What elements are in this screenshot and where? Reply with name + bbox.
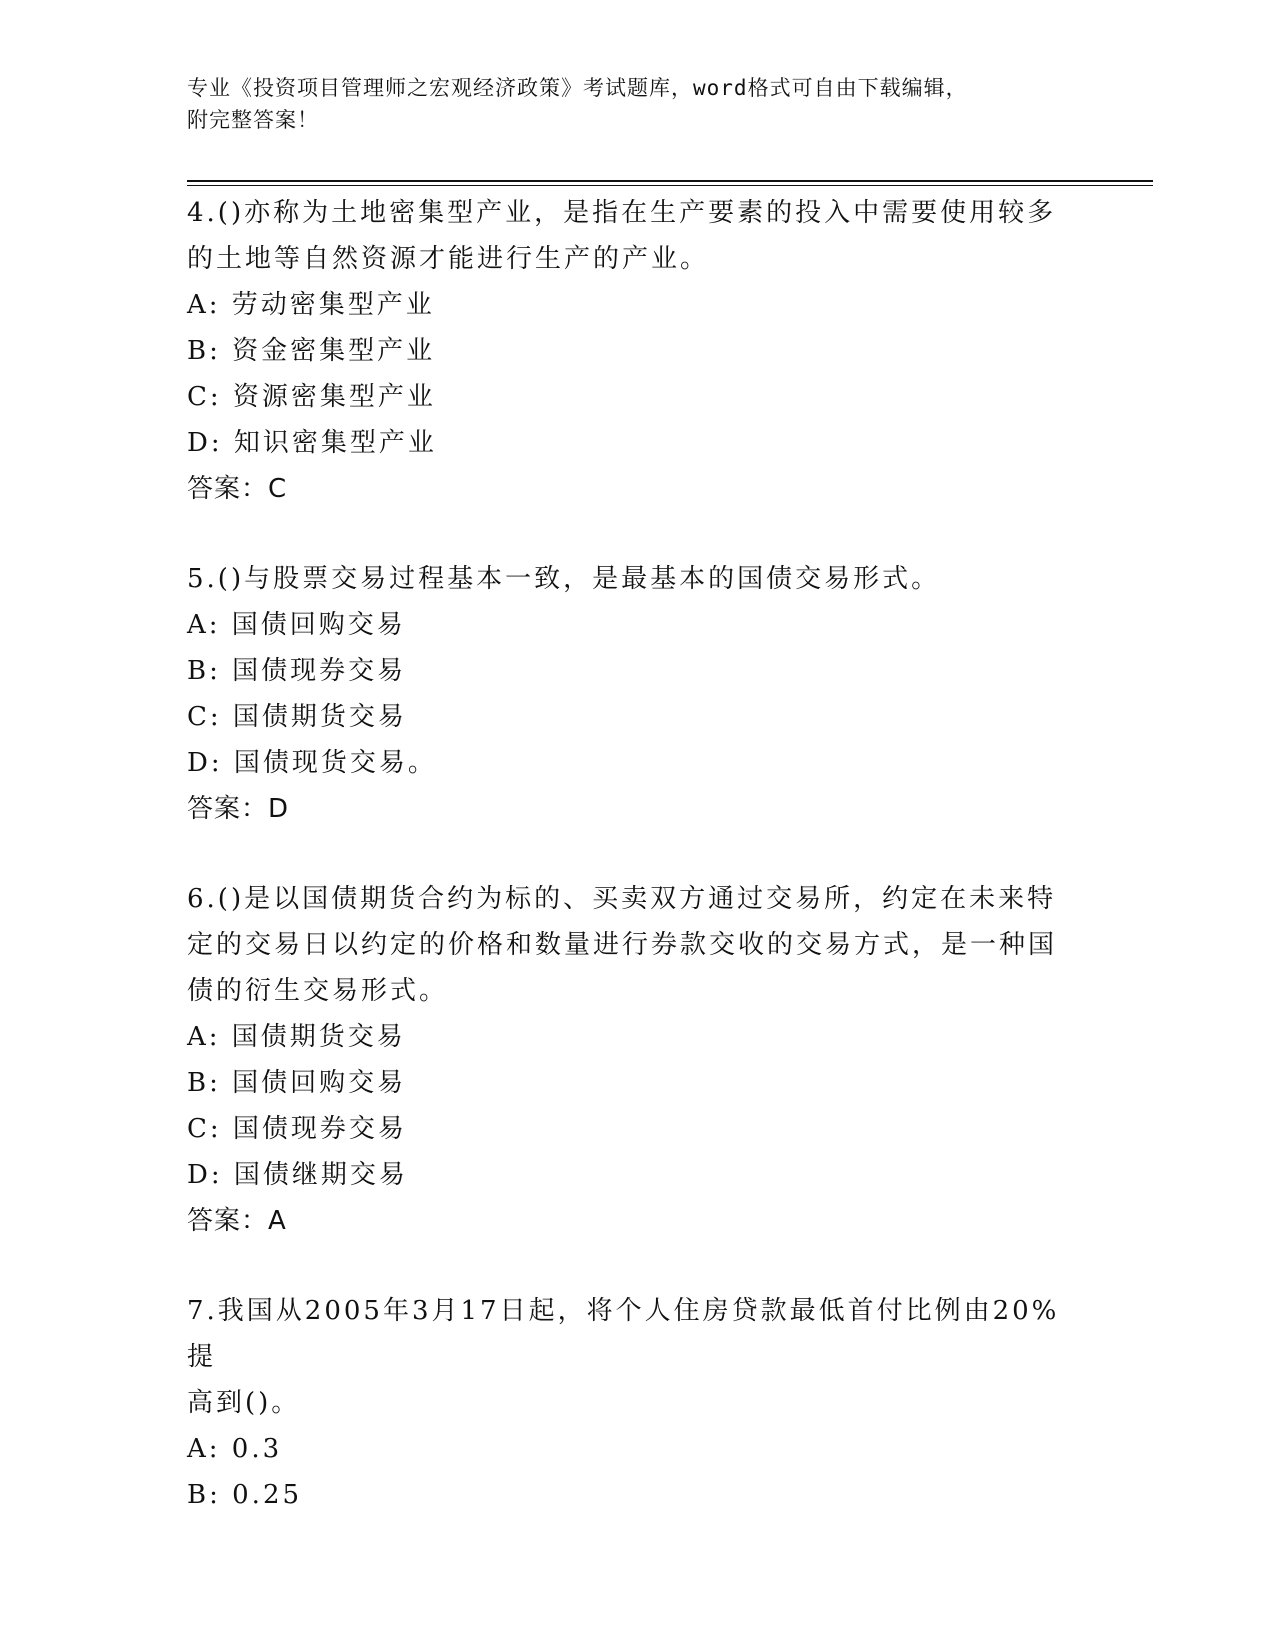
question-stem: 6.()是以国债期货合约为标的、买卖双方通过交易所，约定在未来特: [187, 884, 1057, 914]
answer-line: 答案：A: [187, 1206, 287, 1236]
option-a: A: 国债回购交易: [187, 610, 406, 640]
option-c: C: 国债期货交易: [187, 702, 407, 732]
header-divider-thin: [187, 185, 1153, 186]
question-6: [187, 876, 1087, 1244]
option-d: D: 知识密集型产业: [187, 428, 437, 458]
answer-line: 答案：C: [187, 474, 288, 504]
question-5: [187, 556, 1087, 832]
option-d: D: 国债继期交易: [187, 1160, 408, 1190]
question-7: [187, 1288, 1087, 1518]
question-stem: 4.()亦称为土地密集型产业，是指在生产要素的投入中需要使用较多: [187, 198, 1057, 228]
option-b: B: 0.25: [187, 1480, 303, 1510]
question-stem: 定的交易日以约定的价格和数量进行券款交收的交易方式，是一种国: [187, 930, 1058, 960]
option-b: B: 国债现券交易: [187, 656, 407, 686]
question-stem: 7.我国从2005年3月17日起，将个人住房贷款最低首付比例由20%提: [187, 1296, 1060, 1372]
question-stem: 高到()。: [187, 1388, 301, 1418]
option-a: A: 0.3: [187, 1434, 283, 1464]
question-stem: 5.()与股票交易过程基本一致，是最基本的国债交易形式。: [187, 564, 941, 594]
header-line-2: 附完整答案！: [187, 108, 319, 132]
option-c: C: 资源密集型产业: [187, 382, 436, 412]
question-list: [187, 190, 1087, 1562]
option-b: B: 资金密集型产业: [187, 336, 436, 366]
option-b: B: 国债回购交易: [187, 1068, 407, 1098]
answer-line: 答案：D: [187, 794, 290, 824]
option-a: A: 劳动密集型产业: [187, 290, 435, 320]
question-stem: 的土地等自然资源才能进行生产的产业。: [187, 244, 710, 274]
question-4: [187, 190, 1087, 512]
header-line-1: 专业《投资项目管理师之宏观经济政策》考试题库，word格式可自由下载编辑，: [187, 76, 968, 100]
document-header: [187, 72, 1087, 136]
option-d: D: 国债现货交易。: [187, 748, 437, 778]
option-a: A: 国债期货交易: [187, 1022, 406, 1052]
header-divider-thick: [187, 180, 1153, 182]
question-stem: 债的衍生交易形式。: [187, 976, 449, 1006]
option-c: C: 国债现券交易: [187, 1114, 407, 1144]
